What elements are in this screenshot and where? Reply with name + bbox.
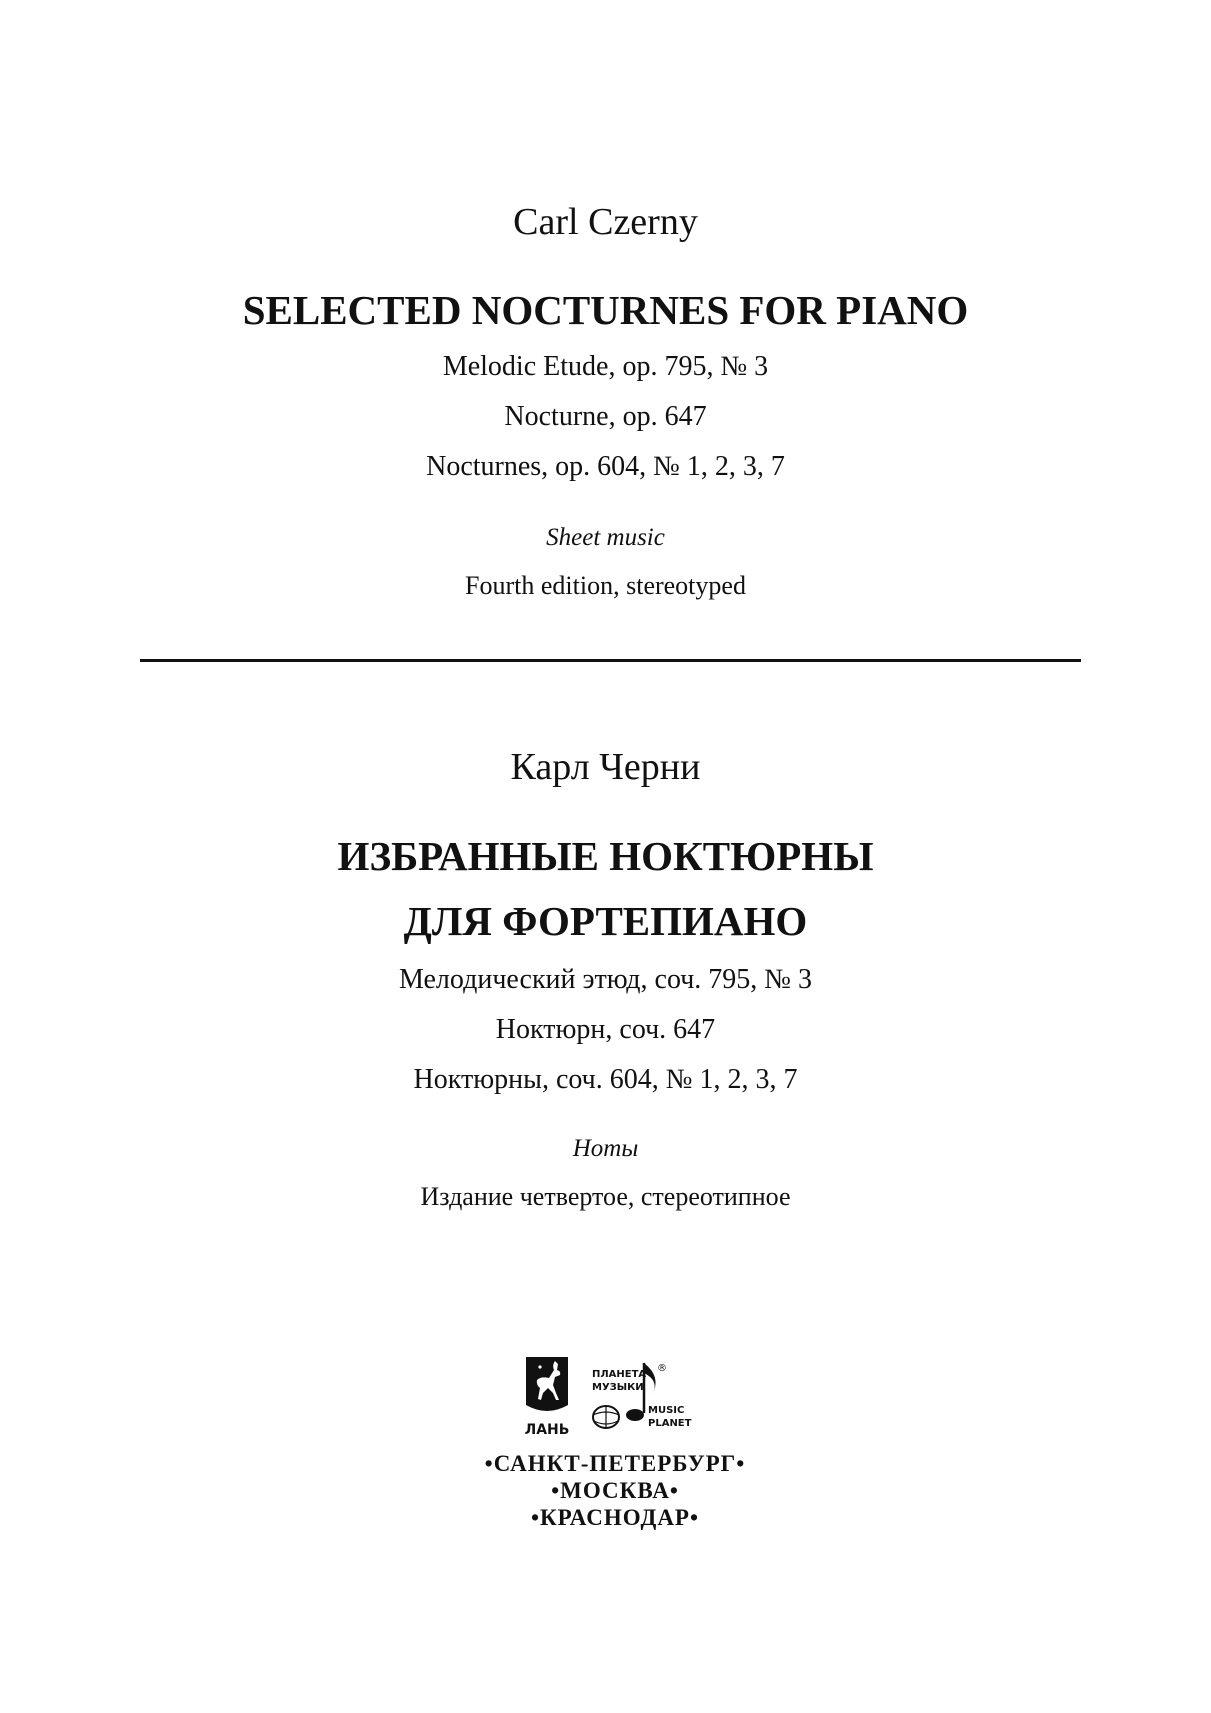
genre-russian: Ноты (572, 1135, 639, 1162)
svg-text:®: ® (657, 1363, 667, 1374)
edition-russian: Издание четвертое, стереотипное (420, 1182, 791, 1211)
work-item: Nocturnes, op. 604, № 1, 2, 3, 7 (426, 451, 785, 482)
svg-text:МУЗЫКИ: МУЗЫКИ (592, 1382, 644, 1393)
publisher-city: •МОСКВА• (551, 1478, 679, 1503)
book-title-russian-line1: ИЗБРАННЫЕ НОКТЮРНЫ (337, 833, 874, 879)
svg-text:MUSIC: MUSIC (648, 1405, 685, 1416)
doe-logo-icon (525, 1357, 570, 1438)
publisher-block (470, 1355, 760, 1530)
author-english: Carl Czerny (513, 201, 698, 243)
edition-english: Fourth edition, stereotyped (465, 571, 746, 600)
publisher-logos (522, 1355, 702, 1445)
work-item: Nocturne, op. 647 (504, 401, 707, 432)
genre-english: Sheet music (546, 524, 665, 551)
work-item: Melodic Etude, op. 795, № 3 (442, 351, 769, 382)
work-item: Ноктюрн, соч. 647 (495, 1014, 716, 1045)
author-russian: Карл Черни (510, 746, 701, 788)
work-item: Мелодический этюд, соч. 795, № 3 (398, 964, 813, 995)
book-title-english: SELECTED NOCTURNES FOR PIANO (242, 287, 969, 333)
publisher-city: •САНКТ-ПЕТЕРБУРГ• (484, 1451, 746, 1476)
svg-text:PLANET: PLANET (648, 1418, 692, 1429)
svg-text:ЛАНЬ: ЛАНЬ (524, 1422, 570, 1438)
work-item: Ноктюрны, соч. 604, № 1, 2, 3, 7 (413, 1064, 798, 1095)
publisher-city: •КРАСНОДАР• (530, 1505, 700, 1530)
music-planet-logo-icon (592, 1363, 692, 1429)
section-divider (140, 659, 1081, 662)
book-title-russian-line2: ДЛЯ ФОРТЕПИАНО (403, 898, 808, 944)
svg-text:ПЛАНЕТА: ПЛАНЕТА (592, 1369, 647, 1380)
